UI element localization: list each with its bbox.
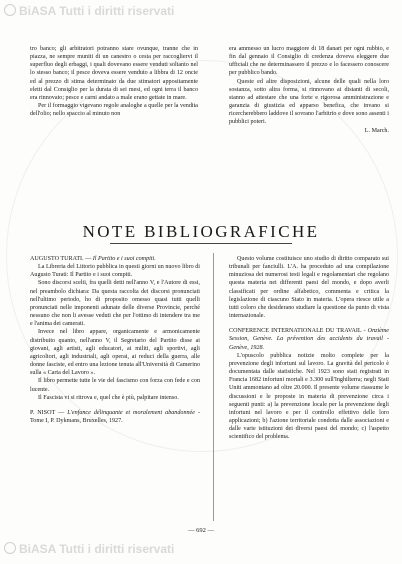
column-divider bbox=[213, 253, 214, 521]
upper-left-paragraph: Per il formaggio vigevano regole analoghe a quelle per la vendita dell'olio; nello spaccio al minuto non bbox=[30, 103, 198, 118]
review-author: AUGUSTO TURATI. — bbox=[30, 256, 92, 262]
section-title: NOTE BIBLIOGRAFICHE bbox=[82, 222, 320, 241]
review-paragraph: L'opuscolo pubblica notizie molto complete per la prevenzione degli infortuni sul lavoro. La gravità del pericolo è documentata dalle statistiche. Nel 1923 sono stati registrati in Francia 1682 infortuni mortali e 3.300 sull'Inghilterra; negli Stati Uniti ammontano ad oltre 20.000. Il presente volume riassume le discussioni e le proposte in materia di prevenzione circa i seguenti punti: a) la prevenzione locale per la prevenzione degli infortuni nel lavoro e per il controllo effettivo delle loro applicazioni; b) l'azione territoriale condotta dalle associazioni e dalle varie istituzioni dei diversi paesi del mondo; c) l'aspetto scientifico del problema. bbox=[229, 352, 389, 441]
review-author: P. NISOT — bbox=[30, 409, 65, 416]
watermark-bottom bbox=[4, 542, 174, 556]
review-paragraph: Il Fascista vi si ritrova e, quel che è più, palpitare intenso. bbox=[38, 394, 179, 401]
upper-left-paragraph: tro banco; gli arbitratori potranno stare ovunque, tranne che in piazza, ne sempre muniti di un canestro o cesta per raccogliervi il superfluo degli erbaggi, i quali dovevano essere venduti soltanto nel lo stesso banco; il pesce doveva essere venduto a libbra di 12 oncie ed al prezzo di stima determinato da due stimatori appositamente eletti dal Consiglio per la durata di sei mesi, ed ogni terra il banco era rinnovato; pesce e carni andato a male erano gettate in mare. bbox=[30, 46, 198, 101]
review-publication: - Tome I, P. Dykmans, Bruxelles, 1927. bbox=[30, 409, 200, 424]
review-title: Il Partito e i suoi compiti. bbox=[92, 256, 156, 262]
lower-left-column bbox=[30, 255, 200, 425]
biasa-logo-icon bbox=[4, 4, 16, 16]
review-paragraph: La Libreria del Littorio pubblica in questi giorni un nuovo libro di Augusto Turati: Il Partito e i suoi compiti. bbox=[30, 264, 200, 279]
review-paragraph: Invece nel libro appare, organicamente e armonicamente distribuito quanto, nell'anno V, il Segretario del Partito disse ai giovani, agli artisti, agli educatori, ai militi, agli sportivi, agli agricoltori, agli industriali, agli operai, ai reduci della guerra, alle donne fasciste, ed entro una lezione tenuta all'Università di Camerino sulla « Carta del Lavoro ». bbox=[30, 329, 200, 377]
review-paragraph: Sono discorsi scelti, fra quelli detti nell'anno V, e l'Autore di essi, nel preambolo dichiara: Da questa raccolta dei discorsi pronunciati nell'ultimo periodo, ho di proposito omesso quasi tutti quelli pronunciati nelle imponenti adunate delle diverse Provincie, perché nessuno che non li avesse veduti che per l'ottimo di intendere tra me e l'anima dei camerati. bbox=[30, 280, 200, 328]
review-heading bbox=[229, 327, 389, 351]
upper-right-paragraph: era ammesso un lucro maggiore di 18 danari per ogni rubbio, e fin dal gennaio il Consiglio di credenza doveva eleggere due ufficiali che ne determinassero il prezzo e lo facessero conoscere per pubblico bando. bbox=[229, 46, 389, 77]
upper-right-column bbox=[229, 45, 389, 135]
review-title: L'enfance délinquante et moralement abandonnée bbox=[67, 409, 195, 416]
page-number: — 692 — bbox=[188, 527, 214, 534]
review-title: Onzième Session, Genève. La prévention des accidents du travail - Genève, 1928. bbox=[229, 328, 389, 351]
review-heading bbox=[30, 255, 200, 263]
review-heading bbox=[30, 409, 200, 425]
watermark-bottom-text: BiASA Tutti i diritti riservati bbox=[19, 542, 175, 556]
upper-left-column bbox=[30, 45, 198, 118]
upper-right-paragraph: Queste ed altre disposizioni, alcune delle quali nella loro sostanza, sotto altra forma, si rinnovano ai distanti di secoli, stanno ad attestare che una forte e rigorosa amministrazione e garanzia di giustizia ed apparso benefica, che invano si ricercherebbero laddove il sovrano l'arbitrio e dove sono assenti i pubblici poteri. bbox=[229, 78, 389, 126]
watermark-top bbox=[4, 4, 174, 18]
review-paragraph: Il libro permette tutte le vie del fascismo con forza con fede e con lucente. bbox=[30, 378, 200, 393]
review-author: CONFERENCE INTERNATIONALE DU TRAVAIL - bbox=[229, 328, 366, 335]
lower-right-column bbox=[229, 255, 389, 441]
biasa-logo-icon bbox=[4, 542, 16, 554]
author-signature: L. March. bbox=[364, 127, 389, 134]
watermark-top-text: BiASA Tutti i diritti riservati bbox=[19, 4, 175, 18]
title-rule bbox=[110, 243, 292, 244]
review-paragraph: Questo volume costituisce uno studio di diritto comparato sui tribunali per fanciulli. L'A. ha proceduto ad una compilazione minuziosa dei numerosi testi legali e regolamentari che regolano questa materia nei differenti paesi del mondo, e dopo averli classificati per ordine alfabetico, commenta e critica la legislazione di ciascuno Stato in materia. L'opera riesce utile a tutti coloro che desiderano studiare la questione da punto di vista internazionale. bbox=[229, 256, 389, 320]
